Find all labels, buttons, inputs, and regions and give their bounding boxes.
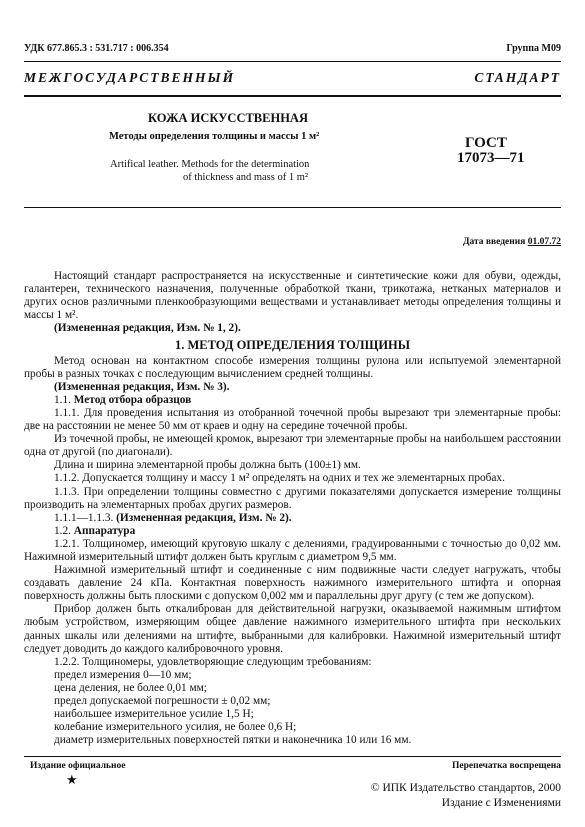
paragraph-scope: Настоящий стандарт распространяется на искусственные и синтетические кожи для обуви, одежды, галантереи, технического назначения, полученные обработкой ткани, трикотажа, нетканых материалов и других основ различными пленкообразующими веществами и устанавливает методы определения толщины и массы 1 м². — [24, 270, 561, 322]
intro-date-value: 01.07.72 — [527, 237, 561, 247]
section-1-heading: 1. МЕТОД ОПРЕДЕЛЕНИЯ ТОЛЩИНЫ — [174, 338, 411, 353]
paragraph-1-2-1: 1.2.1. Толщиномер, имеющий круговую шкалу с делениями, градуированными с точностью до 0,02 мм. Нажимной измерительный штифт должен быть круглым с диаметром 9,5 мм. — [24, 537, 561, 563]
doc-subtitle: Методы определения толщины и массы 1 м² — [109, 131, 320, 142]
paragraph-1-2-1c: Прибор должен быть откалиброван для действительной нагрузки, оказываемой нажимным штифтом любым устройством, измеряющим общее давление нажимного измерительного штифта при нескольких данных шкалы или делениями на штифте, выбранными для калибровки. Нажимной измерительный штифт следует доводить до каждого калибровочного уровня. — [24, 603, 561, 655]
top-rule — [24, 61, 561, 62]
intro-date-label: Дата введения — [462, 237, 526, 247]
intro-date — [360, 237, 561, 247]
paragraph-1-1-1c: Длина и ширина элементарной пробы должна быть (100±1) мм. — [54, 459, 361, 472]
udk-code: УДК 677.865.3 : 531.717 : 006.354 — [24, 43, 169, 54]
star-icon: ★ — [66, 772, 78, 787]
footer-rule — [24, 756, 561, 757]
heading-1-2 — [24, 525, 561, 538]
heading-1-2-num: 1.2. — [54, 524, 71, 537]
revision-note-3: (Измененная редакция, Изм. № 3). — [54, 380, 230, 393]
copyright: © ИПК Издательство стандартов, 2000 — [370, 782, 561, 794]
list-item: диаметр измерительных поверхностей пятки и наконечника 10 или 16 мм. — [54, 734, 412, 747]
heading-1-1-text: Метод отбора образцов — [73, 393, 192, 406]
paragraph-1-1-1: 1.1.1. Для проведения испытания из отобранной точечной пробы вырезают три элементарные пробы: две на расстоянии не менее 50 мм от краев и одну на середине точечной пробы. — [24, 406, 561, 433]
list-item: предел измерения 0—10 мм; — [54, 668, 192, 681]
heading-1-1-num: 1.1. — [54, 393, 71, 406]
paragraph-1-1-2: 1.1.2. Допускается толщину и массу 1 м² определять на одних и тех же элементарных пробах. — [54, 472, 505, 485]
paragraph-1-2-2: 1.2.2. Толщиномеры, удовлетворяющие следующим требованиям: — [54, 655, 372, 668]
revision-note-1-1-3-num: 1.1.1—1.1.3. — [54, 511, 114, 524]
list-item: предел допускаемой погрешности ± 0,02 мм; — [54, 695, 271, 707]
list-item: наибольшее измерительное усилие 1,5 Н; — [54, 708, 254, 721]
banner-rule — [24, 95, 561, 97]
doc-title: КОЖА ИСКУССТВЕННАЯ — [148, 111, 308, 125]
revision-note-1: (Измененная редакция, Изм. № 1, 2). — [54, 322, 241, 335]
list-item: цена деления, не более 0,01 мм; — [54, 681, 207, 694]
gost-label: ГОСТ — [465, 135, 507, 151]
list-item: колебание измерительного усилия, не более 0,6 Н; — [54, 721, 297, 734]
paragraph-1-2-1b: Нажимной измерительный штифт и соединенные с ним подвижные части следует нагружать, чтобы создавать давление 24 кПа. Контактная поверхность нажимного измерительного штифта и опорная поверхность должны быть плоскими с допуском 0,002 мм и параллельны друг другу (с тем же допуском). — [24, 564, 561, 603]
group-code: Группа М09 — [506, 43, 561, 54]
document-body — [24, 270, 561, 747]
doc-title-en-1: Artifical leather. Methods for the determination — [110, 159, 310, 170]
reprint-prohibited: Перепечатка воспрещена — [451, 761, 561, 771]
heading-1-2-text: Аппаратура — [73, 524, 136, 537]
revision-note-1-1-3-text: (Измененная редакция, Изм. № 2). — [116, 511, 292, 524]
paragraph-1-1-3: 1.1.3. При определении толщины совместно с другими показателями допускается измерение толщины производить на элементарных пробах других размеров. — [24, 485, 561, 511]
doc-title-en-2: of thickness and mass of 1 m² — [183, 172, 309, 183]
interstate-standard-banner: МЕЖГОСУДАРСТВЕННЫЙ СТАНДАРТ — [24, 70, 561, 85]
edition-with-changes: Издание с Изменениями — [441, 797, 561, 809]
paragraph-1-1-1b: Из точечной пробы, не имеющей кромок, вырезают три элементарные пробы на наибольшем расстоянии одна от другой (по диагонали). — [24, 433, 561, 459]
official-edition: Издание официальное — [30, 761, 126, 771]
title-rule — [24, 207, 561, 208]
revision-note-1-1-3 — [24, 512, 561, 525]
paragraph-method: Метод основан на контактном способе измерения толщины рулона или испытуемой элементарной пробы в разных точках с последующим вычислением средней толщины. — [24, 354, 561, 380]
heading-1-1 — [24, 394, 561, 407]
gost-number: 17073—71 — [457, 150, 525, 166]
